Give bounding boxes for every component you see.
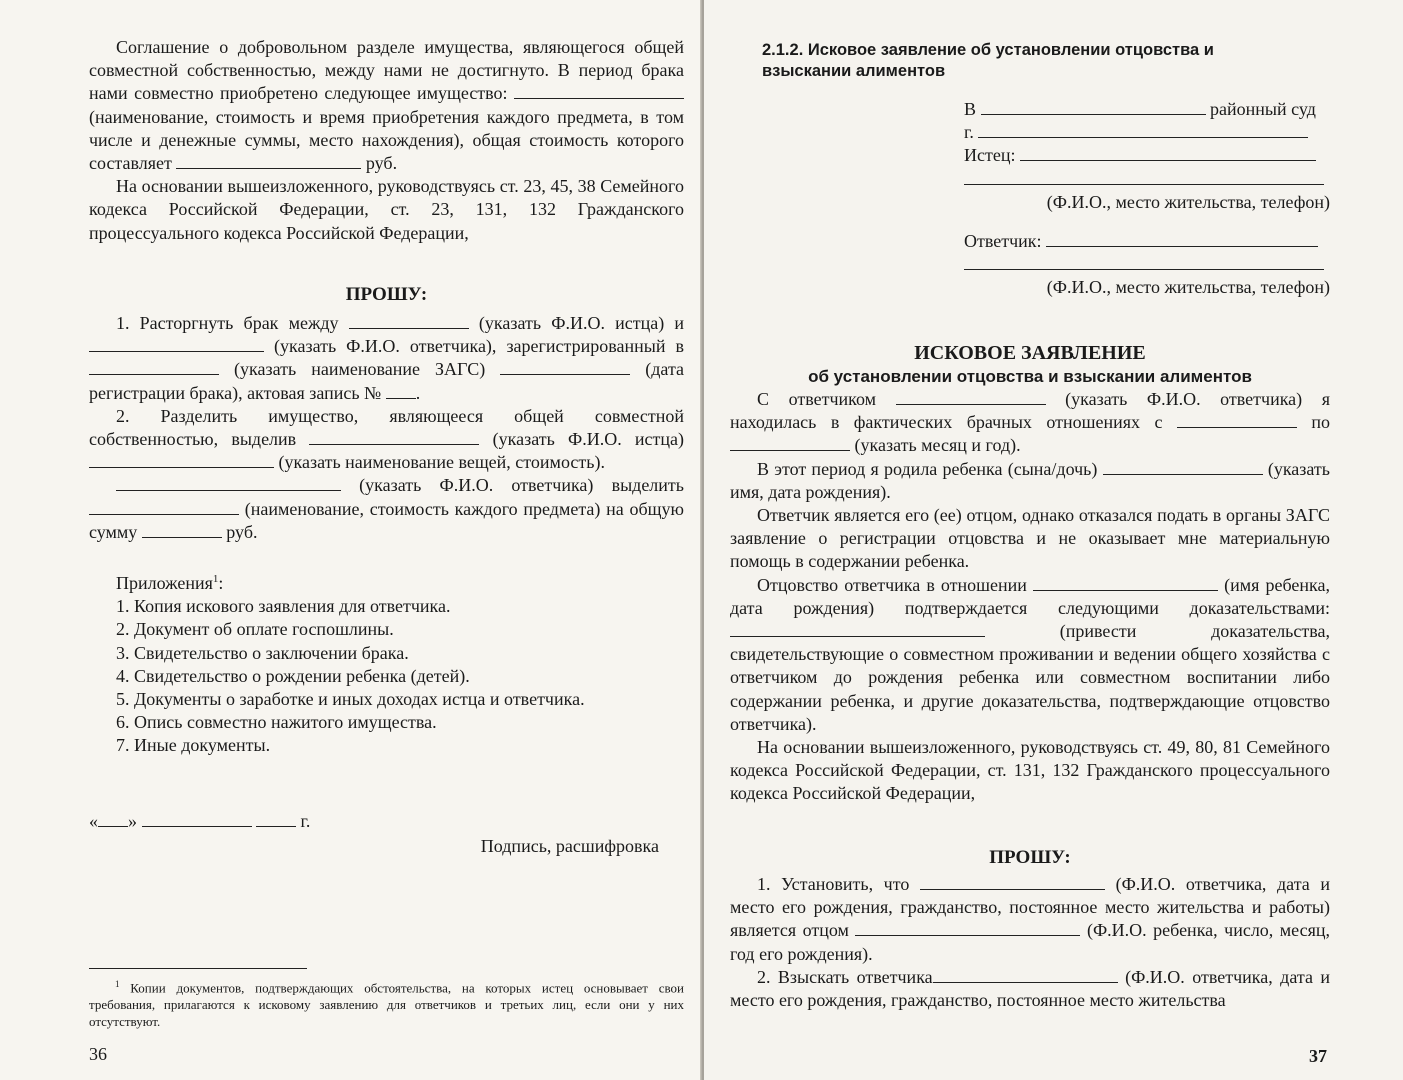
attachment-item: 3. Свидетельство о заключении брака. xyxy=(116,642,409,663)
blank-line xyxy=(386,382,416,399)
page-number: 36 xyxy=(89,1044,107,1064)
attachment-item: 6. Опись совместно нажитого имущества. xyxy=(116,712,437,733)
request-item-1: 1. Расторгнуть брак между (указать Ф.И.О. истца) и (указать Ф.И.О. ответчика), зарегистрированный в (указать наименование ЗАГС) (дата регистрации брака), актовая запись № . xyxy=(89,313,685,403)
attachments-title: Приложения$^1$: xyxy=(116,573,224,594)
paragraph: На основании вышеизложенного, руководствуясь ст. 23, 45, 38 Семейного кодекса Российской Федерации, ст. 23, 131, 132 Гражданского процессуального кодекса Российской Федерации, xyxy=(89,176,684,243)
request-heading: ПРОШУ: xyxy=(345,283,428,305)
blank-line xyxy=(964,253,1324,270)
blank-row xyxy=(964,253,1330,276)
blank-line xyxy=(309,428,479,445)
blank-line xyxy=(730,434,850,451)
blank-line xyxy=(98,810,128,827)
attachment-item: 2. Документ об оплате госпошлины. xyxy=(116,619,394,640)
request-item-2: 2. Разделить имущество, являющееся общей совместной собственностью, выделив (указать Ф.И.О. истца) (указать наименование вещей, стоимость). xyxy=(89,405,685,473)
blank-line xyxy=(978,121,1308,138)
blank-line xyxy=(349,312,469,329)
blank-line xyxy=(89,358,219,375)
city-line: г. xyxy=(964,121,1330,144)
attachments-list xyxy=(89,595,684,757)
signature-label: Подпись, расшифровка xyxy=(480,835,659,856)
blank-line xyxy=(896,388,1046,405)
claim-title: ИСКОВОЕ ЗАЯВЛЕНИЕ xyxy=(914,341,1146,364)
court-line: В районный суд xyxy=(964,99,1316,119)
blank-line xyxy=(89,451,274,468)
right-page xyxy=(704,0,1403,1080)
blank-line xyxy=(730,620,985,637)
blank-line xyxy=(1103,458,1263,475)
blank-line xyxy=(1033,574,1218,591)
attachment-item: 4. Свидетельство о рождении ребенка (детей). xyxy=(116,665,470,686)
plaintiff-line: Истец: xyxy=(964,144,1330,167)
request-item-1: 1. Установить, что (Ф.И.О. ответчика, дата и место его рождения, гражданство, постоянное место жительства и работы) является отцом (Ф.И.О. ребенка, число, месяц, год его рождения). xyxy=(730,873,1331,964)
footnote-block xyxy=(89,968,684,1030)
section-heading: 2.1.2. Исковое заявление об установлении отцовства и взыскании алиментов xyxy=(762,41,1214,80)
blank-line xyxy=(1020,144,1316,161)
request-item-3: (указать Ф.И.О. ответчика) выделить (наименование, стоимость каждого предмета) на общую сумму руб. xyxy=(89,475,684,542)
address-block xyxy=(730,98,1330,300)
blank-line xyxy=(142,521,222,538)
paragraph: В этот период я родила ребенка (сына/дочь) (указать имя, дата рождения). xyxy=(730,458,1331,502)
paragraph: Отцовство ответчика в отношении (имя ребенка, дата рождения) подтверждается следующими доказательствами: (привести доказательства, свидетельствующие о совместном проживании и ведении общего хозяйства с ответчиком до рождения ребенка или совместном воспитании либо содержании ребенка, и другие доказательства, подтверждающие отцовство ответчика). xyxy=(730,574,1331,734)
footnote: $^1$ Копии документов, подтверждающих обстоятельства, на которых истец основывает свои требования, прилагаются к исковому заявлению для ответчиков и третьих лиц, если они у них отсутствуют. xyxy=(89,979,684,1030)
paragraph: Ответчик является его (ее) отцом, однако отказался подать в органы ЗАГС заявление о регистрации отцовства и не оказывает мне материальную помощь в содержании ребенка. xyxy=(730,505,1330,572)
defendant-line: Ответчик: xyxy=(964,230,1330,253)
blank-line xyxy=(1046,230,1318,247)
page-number: 37 xyxy=(1309,1046,1327,1066)
blank-line xyxy=(89,498,239,515)
blank-line xyxy=(89,335,264,352)
paragraph: Соглашение о добровольном разделе имущества, являющегося общей совместной собственностью, между нами не достигнуто. В период брака нами совместно приобретено следующее имущество: (наименование, стоимость и время приобретения каждого предмета, в том числе и денежные суммы, место нахождения), общая стоимость которого составляет руб. xyxy=(89,37,684,174)
attachment-item: 1. Копия искового заявления для ответчика. xyxy=(116,596,451,617)
blank-line xyxy=(500,358,630,375)
blank-line xyxy=(981,98,1206,115)
paragraph: На основании вышеизложенного, руководствуясь ст. 49, 80, 81 Семейного кодекса Российской Федерации, ст. 131, 132 Гражданского процессуального кодекса Российской Федерации, xyxy=(730,737,1330,804)
blank-line xyxy=(933,966,1118,983)
blank-line xyxy=(514,82,684,99)
attachment-item: 5. Документы о заработке и иных доходах истца и ответчика. xyxy=(116,689,585,710)
blank-line xyxy=(116,474,341,491)
blank-line xyxy=(964,168,1324,185)
request-item-2: 2. Взыскать ответчика (Ф.И.О. ответчика, дата и место его рождения, гражданство, постоянное место жительства xyxy=(730,966,1331,1010)
request-heading: ПРОШУ: xyxy=(989,846,1071,868)
blank-line xyxy=(176,152,361,169)
blank-line xyxy=(256,810,296,827)
paragraph: С ответчиком (указать Ф.И.О. ответчика) я находилась в фактических брачных отношениях с по (указать месяц и год). xyxy=(730,389,1331,456)
fio-caption: (Ф.И.О., место жительства, телефон) xyxy=(1046,191,1330,212)
claim-subtitle: об установлении отцовства и взыскании алиментов xyxy=(808,366,1252,386)
fio-caption: (Ф.И.О., место жительства, телефон) xyxy=(1046,277,1330,298)
blank-row xyxy=(964,168,1330,191)
blank-line xyxy=(855,919,1080,936)
blank-line xyxy=(920,873,1105,890)
blank-line xyxy=(142,810,252,827)
attachment-item: 7. Иные документы. xyxy=(116,735,271,756)
footnote-rule xyxy=(89,968,307,969)
date-line: « » г. xyxy=(89,810,311,831)
blank-line xyxy=(1177,411,1297,428)
